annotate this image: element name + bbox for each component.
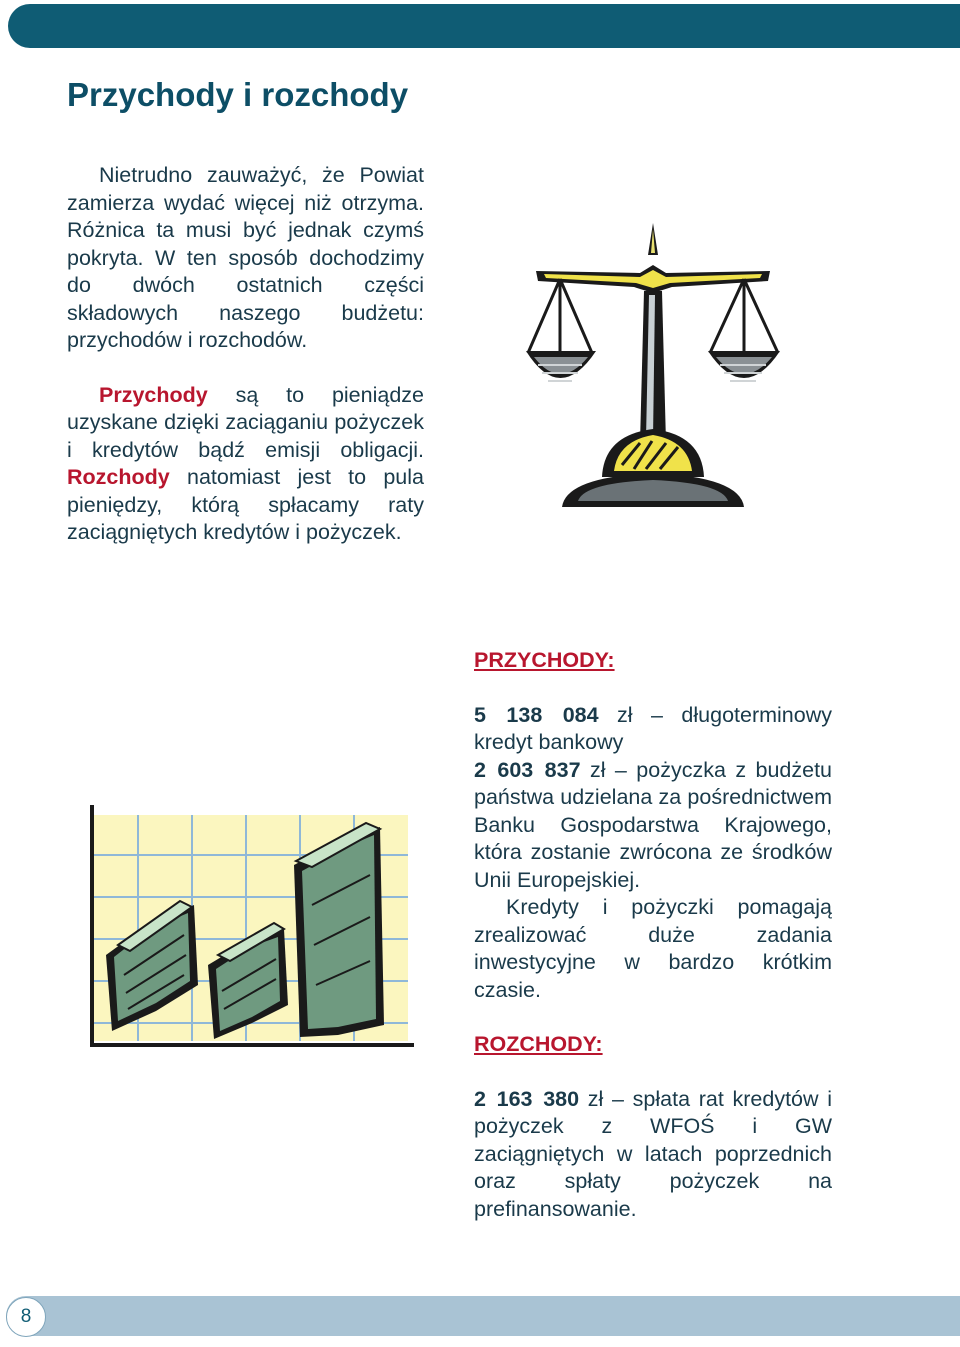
przychody-item-1 [474,702,832,757]
intro-paragraph-2 [67,382,424,547]
intro-paragraph-1: Nietrudno zauważyć, że Powiat zamierza wydać więcej niż otrzyma. Różnica ta musi być jednak czymś pokryta. W ten sposób dochodzimy do dwóch ostatnich części składowych naszego budżetu: przychodów i rozchodów. [67,163,424,352]
przychody-definition: są to pieniądze uzyskane dzięki zaciąganiu pożyczek i kredytów bądź emisji obligacji. [67,382,424,462]
przychody-note: Kredyty i pożyczki pomagają zrealizować duże zadania inwestycyjne w bardzo krótkim czasie. [474,895,832,1002]
przychody-item-2-text: zł – pożyczka z budżetu państwa udzielana za pośrednictwem Banku Gospodarstwa Krajowego, która zostanie zwrócona ze środków Unii Europejskiej. [474,757,832,892]
przychody-item-2-amount: 2 603 837 [474,757,581,782]
header-bar [8,4,960,48]
footer-bar [6,1296,960,1336]
intro-column [67,162,424,547]
page-number: 8 [6,1297,46,1337]
term-rozchody: Rozchody [67,465,170,489]
rozchody-item-1-text: zł – spłata rat kredytów i pożyczek z WFOŚ i GW zaciągniętych w latach poprzednich oraz spłaty pożyczek na prefinansowanie. [474,1086,833,1221]
term-przychody: Przychody [99,382,208,407]
rozchody-definition: natomiast jest to pula pieniędzy, którą spłacamy raty zaciągniętych kredytów i pożyczek. [67,465,425,544]
scales-of-justice-icon [522,215,784,515]
przychody-item-2 [474,757,832,895]
rozchody-item-1 [474,1086,832,1224]
money-stacks-chart-icon [68,805,414,1050]
rozchody-heading: ROZCHODY: [474,1032,603,1056]
przychody-item-1-amount: 5 138 084 [474,702,599,727]
przychody-item-1-text: zł – długoterminowy kredyt bankowy [474,702,832,754]
przychody-heading: PRZYCHODY: [474,648,615,672]
rozchody-item-1-amount: 2 163 380 [474,1086,580,1111]
page-title: Przychody i rozchody [67,76,409,113]
revenue-column [474,647,832,1223]
